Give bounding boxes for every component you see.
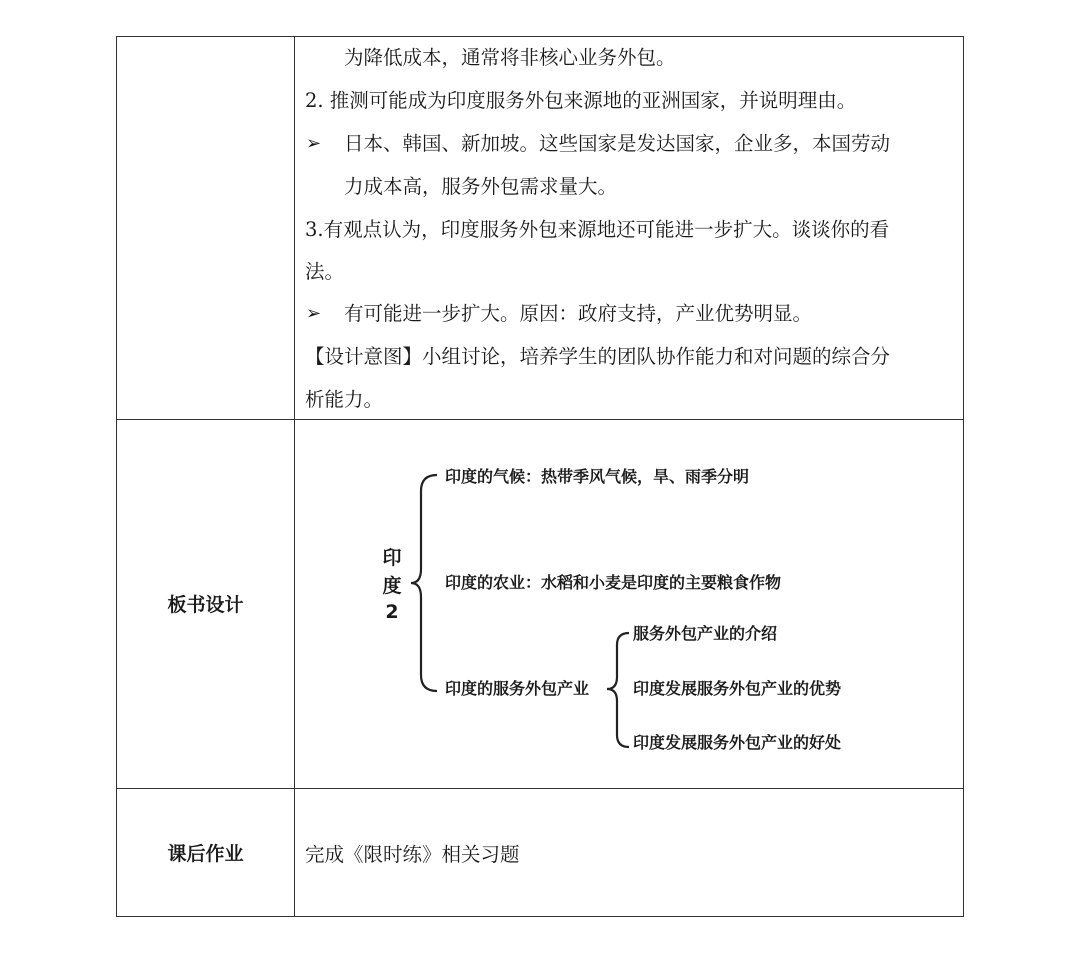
text-line-7: 有可能进一步扩大。原因：政府支持，产业优势明显。	[344, 302, 813, 325]
branch-service-outsourcing: 印度的服务外包产业	[445, 679, 590, 698]
text-line-2: 2. 推测可能成为印度服务外包来源地的亚洲国家，并说明理由。	[305, 89, 857, 112]
branch-agriculture: 印度的农业：水稻和小麦是印度的主要粮食作物	[445, 573, 782, 592]
row-divider-1	[117, 419, 963, 420]
sub-brace-icon	[603, 631, 635, 749]
main-brace-icon	[407, 473, 447, 693]
text-line-6: 法。	[305, 260, 345, 283]
text-line-5: 3.有观点认为，印度服务外包来源地还可能进一步扩大。谈谈你的看	[305, 218, 890, 241]
sub-branch-introduction: 服务外包产业的介绍	[633, 624, 778, 643]
text-line-9: 析能力。	[305, 388, 384, 411]
board-title-char-3: 2	[385, 601, 399, 623]
lesson-plan-table	[116, 36, 964, 917]
text-line-4: 力成本高，服务外包需求量大。	[344, 175, 618, 198]
bullet-arrow-icon: ➢	[306, 133, 322, 154]
board-title-char-2: 度	[382, 575, 402, 597]
homework-label: 课后作业	[167, 843, 244, 865]
text-line-1: 为降低成本，通常将非核心业务外包。	[344, 46, 676, 69]
bullet-arrow-icon: ➢	[306, 303, 322, 324]
sub-branch-benefits: 印度发展服务外包产业的好处	[633, 733, 842, 752]
text-line-8: 【设计意图】小组讨论，培养学生的团队协作能力和对问题的综合分	[305, 345, 891, 368]
row-divider-2	[117, 788, 963, 789]
text-line-3: 日本、韩国、新加坡。这些国家是发达国家，企业多，本国劳动	[344, 132, 891, 155]
sub-branch-advantages: 印度发展服务外包产业的优势	[633, 679, 842, 698]
board-title-char-1: 印	[382, 547, 402, 569]
homework-content: 完成《限时练》相关习题	[305, 843, 520, 866]
branch-climate: 印度的气候：热带季风气候，旱、雨季分明	[445, 467, 750, 486]
column-divider	[294, 37, 295, 916]
board-design-label: 板书设计	[167, 594, 244, 616]
